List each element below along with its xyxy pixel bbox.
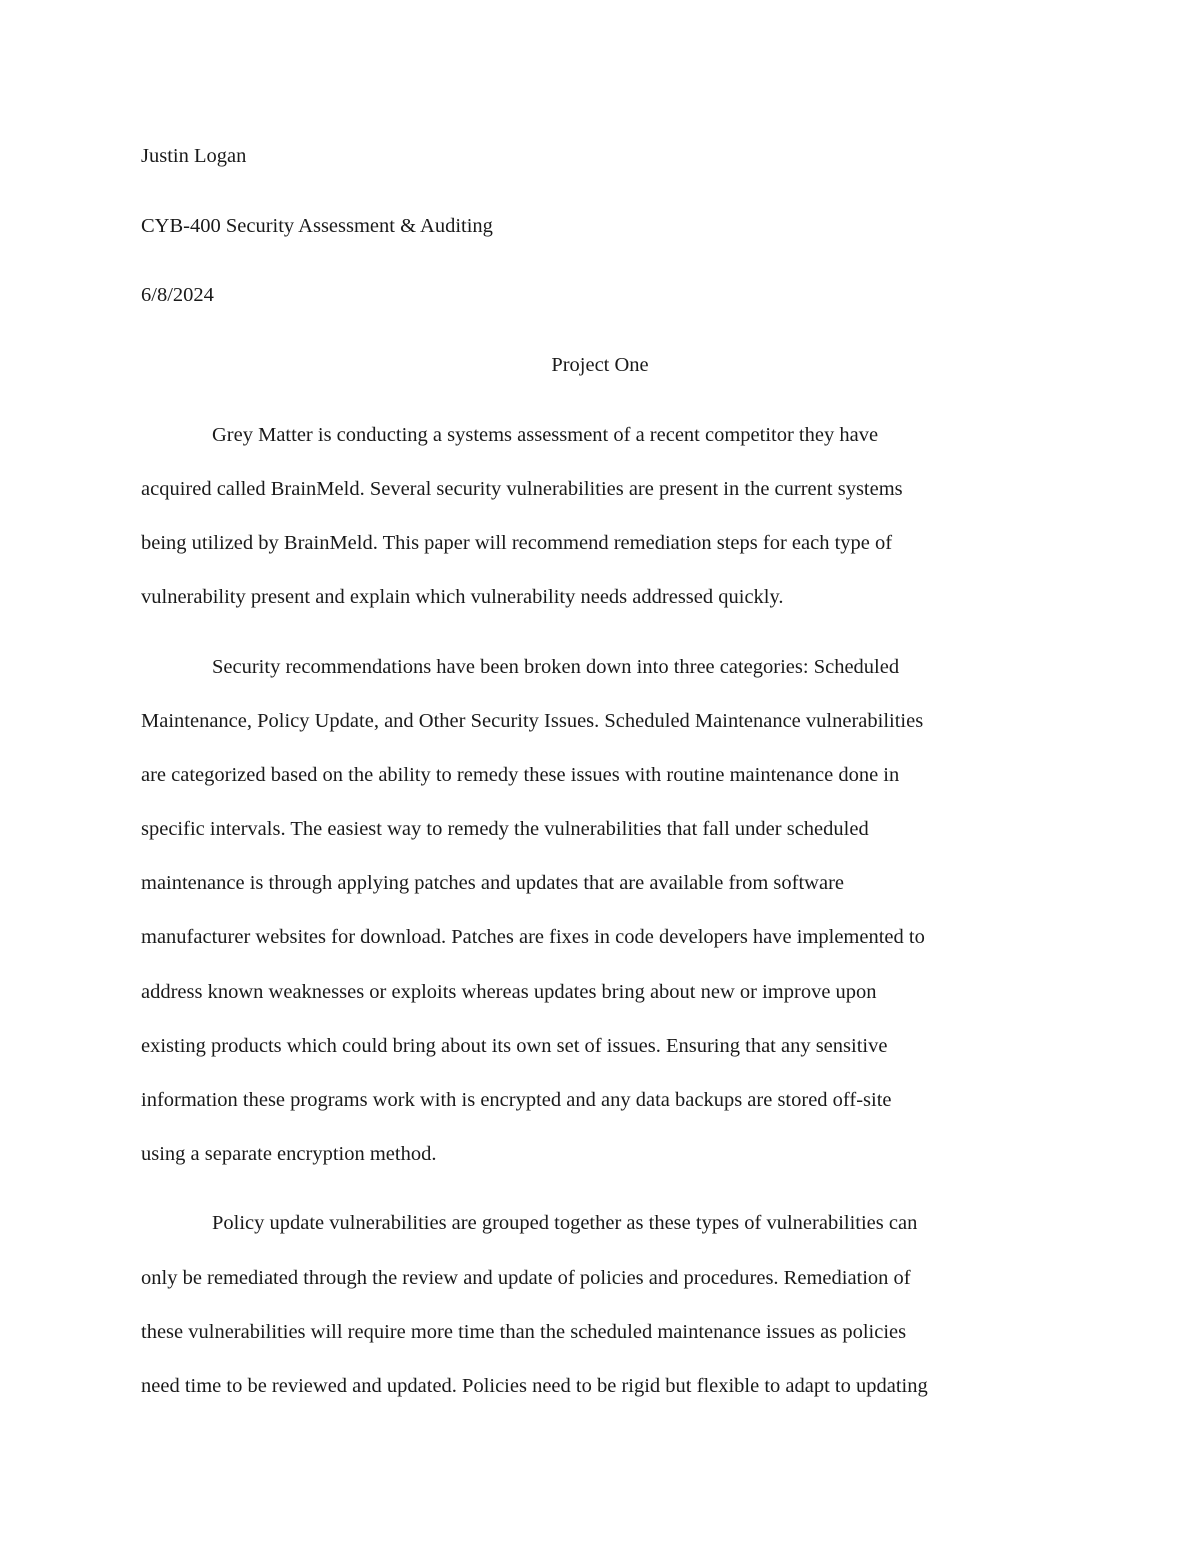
document-date: 6/8/2024 bbox=[141, 284, 214, 306]
paragraph-1-line-1: Grey Matter is conducting a systems assessment of a recent competitor they have bbox=[212, 424, 879, 446]
author-name: Justin Logan bbox=[141, 145, 247, 167]
paragraph-2-line-10: using a separate encryption method. bbox=[141, 1143, 437, 1165]
paragraph-2-line-9: information these programs work with is encrypted and any data backups are stored off-site bbox=[141, 1089, 892, 1111]
page-title: Project One bbox=[551, 354, 649, 376]
paragraph-2-line-5: maintenance is through applying patches and updates that are available from software bbox=[141, 872, 845, 894]
paragraph-1-line-4: vulnerability present and explain which vulnerability needs addressed quickly. bbox=[141, 586, 784, 608]
paragraph-3-line-3: these vulnerabilities will require more time than the scheduled maintenance issues as policies bbox=[141, 1321, 907, 1343]
paragraph-2-line-4: specific intervals. The easiest way to remedy the vulnerabilities that fall under scheduled bbox=[141, 818, 869, 840]
course-name: CYB-400 Security Assessment & Auditing bbox=[141, 215, 493, 237]
paragraph-3-line-4: need time to be reviewed and updated. Policies need to be rigid but flexible to adapt to updating bbox=[141, 1375, 928, 1397]
paragraph-2-line-6: manufacturer websites for download. Patches are fixes in code developers have implemented to bbox=[141, 926, 925, 948]
paragraph-2-line-8: existing products which could bring about its own set of issues. Ensuring that any sensitive bbox=[141, 1035, 888, 1057]
paragraph-2-line-1: Security recommendations have been broken down into three categories: Scheduled bbox=[212, 656, 900, 678]
paragraph-1-line-2: acquired called BrainMeld. Several security vulnerabilities are present in the current systems bbox=[141, 478, 903, 500]
paragraph-2-line-7: address known weaknesses or exploits whereas updates bring about new or improve upon bbox=[141, 981, 877, 1003]
paragraph-1-line-3: being utilized by BrainMeld. This paper will recommend remediation steps for each type of bbox=[141, 532, 893, 554]
paragraph-2-line-2: Maintenance, Policy Update, and Other Security Issues. Scheduled Maintenance vulnerabilities bbox=[141, 710, 924, 732]
paragraph-3-line-2: only be remediated through the review and update of policies and procedures. Remediation of bbox=[141, 1267, 911, 1289]
paragraph-2-line-3: are categorized based on the ability to remedy these issues with routine maintenance done in bbox=[141, 764, 900, 786]
paragraph-3-line-1: Policy update vulnerabilities are grouped together as these types of vulnerabilities can bbox=[212, 1212, 918, 1234]
